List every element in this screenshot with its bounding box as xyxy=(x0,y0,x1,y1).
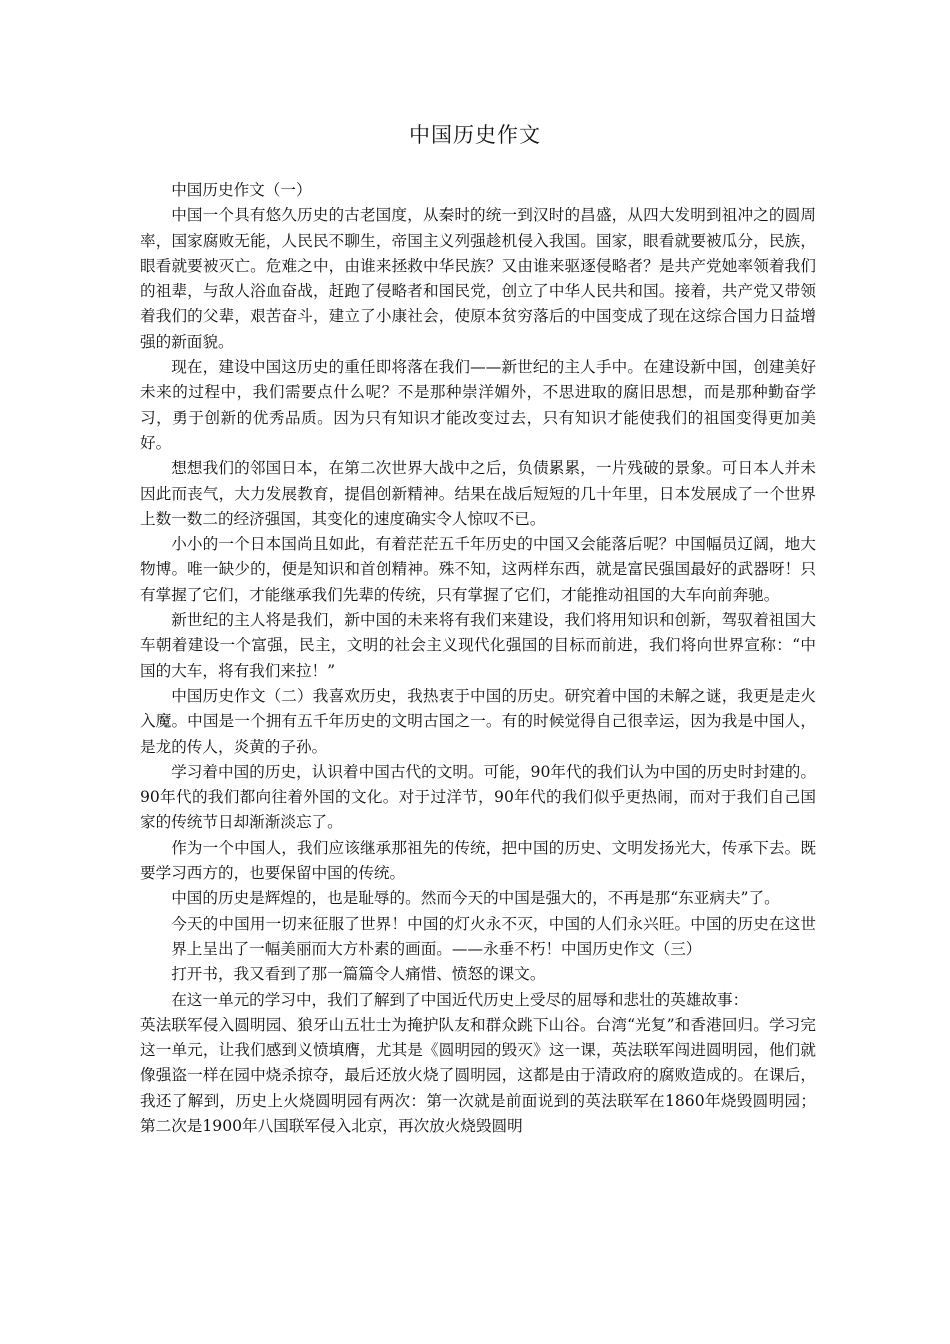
document-title: 中国历史作文 xyxy=(409,123,541,147)
paragraph: 打开书，我又看到了那一篇篇令人痛惜、愤怒的课文。 xyxy=(171,965,546,984)
paragraph: 想想我们的邻国日本，在第二次世界大战中之后，负债累累，一片残破的景象。可日本人并未因此而丧气，大力发展教育，提倡创新精神。结果在战后短短的几十年里，日本发展成了一个世界上数一数二的经济强国，其变化的速度确实令人惊叹不已。 xyxy=(140,459,816,528)
paragraph: 新世纪的主人将是我们，新中国的未来将有我们来建设，我们将用知识和创新，驾驭着祖国大车朝着建设一个富强，民主，文明的社会主义现代化强国的目标而前进，我们将向世界宣称：“中国的大车，将有我们来拉！” xyxy=(140,611,816,680)
paragraph: 作为一个中国人，我们应该继承那祖先的传统，把中国的历史、文明发扬光大，传承下去。既要学习西方的，也要保留中国的传统。 xyxy=(140,838,816,883)
paragraph-heading-1: 中国历史作文（一） xyxy=(171,181,312,199)
paragraph: 小小的一个日本国尚且如此，有着茫茫五千年历史的中国又会能落后呢？中国幅员辽阔，地大物博。唯一缺少的，便是知识和首创精神。殊不知，这两样东西，就是富民强国最好的武器呀！只有掌握了它们，才能继承我们先辈的传统，只有掌握了它们，才能推动祖国的大车向前奔驰。 xyxy=(140,535,816,604)
paragraph: 今天的中国用一切来征服了世界！中国的灯火永不灭，中国的人们永兴旺。中国的历史在这世界上呈出了一幅美丽而大方朴素的画面。——永垂不朽！中国历史作文（三） xyxy=(171,914,816,958)
document-body xyxy=(140,178,816,1139)
paragraph: 中国的历史是辉煌的，也是耻辱的。然而今天的中国是强大的，不再是那“东亚病夫”了。 xyxy=(171,889,780,908)
paragraph: 学习着中国的历史，认识着中国古代的文明。可能，90年代的我们认为中国的历史时封建的。90年代的我们都向往着外国的文化。对于过洋节，90年代的我们似乎更热闹，而对于我们自己国家的传统节日却渐渐淡忘了。 xyxy=(140,762,816,832)
paragraph: 中国一个具有悠久历史的古老国度，从秦时的统一到汉时的昌盛，从四大发明到祖冲之的圆周率，国家腐败无能，人民民不聊生，帝国主义列强趁机侵入我国。国家，眼看就要被瓜分，民族，眼看就要被灭亡。危难之中，由谁来拯救中华民族？又由谁来驱逐侵略者？是共产党她率领着我们的祖辈，与敌人浴血奋战，赶跑了侵略者和国民党，创立了中华人民共和国。接着，共产党又带领着我们的父辈，艰苦奋斗，建立了小康社会，使原本贫穷落后的中国变成了现在这综合国力日益增强的新面貌。 xyxy=(140,206,816,351)
paragraph: 现在，建设中国这历史的重任即将落在我们——新世纪的主人手中。在建设新中国，创建美好未来的过程中，我们需要点什么呢？不是那种崇洋媚外，不思进取的腐旧思想，而是那种勤奋学习，勇于创新的优秀品质。因为只有知识才能改变过去，只有知识才能使我们的祖国变得更加美好。 xyxy=(140,358,816,452)
paragraph: 英法联军侵入圆明园、狼牙山五壮士为掩护队友和群众跳下山谷。台湾“光复”和香港回归。学习完这一单元，让我们感到义愤填膺，尤其是《圆明园的毁灭》这一课，英法联军闯进圆明园，他们就像强盗一样在园中烧杀掠夺，最后还放火烧了圆明园，这都是由于清政府的腐败造成的。在课后，我还了解到，历史上火烧圆明园有两次：第一次就是前面说到的英法联军在1860年烧毁圆明园；第二次是1900年八国联军侵入北京，再次放火烧毁圆明 xyxy=(140,1015,816,1135)
paragraph: 中国历史作文（二）我喜欢历史，我热衷于中国的历史。研究着中国的未解之谜，我更是走火入魔。中国是一个拥有五千年历史的文明古国之一。有的时候觉得自己很幸运，因为我是中国人，是龙的传人，炎黄的子孙。 xyxy=(140,686,816,756)
paragraph: 在这一单元的学习中，我们了解到了中国近代历史上受尽的屈辱和悲壮的英雄故事： xyxy=(171,990,749,1009)
